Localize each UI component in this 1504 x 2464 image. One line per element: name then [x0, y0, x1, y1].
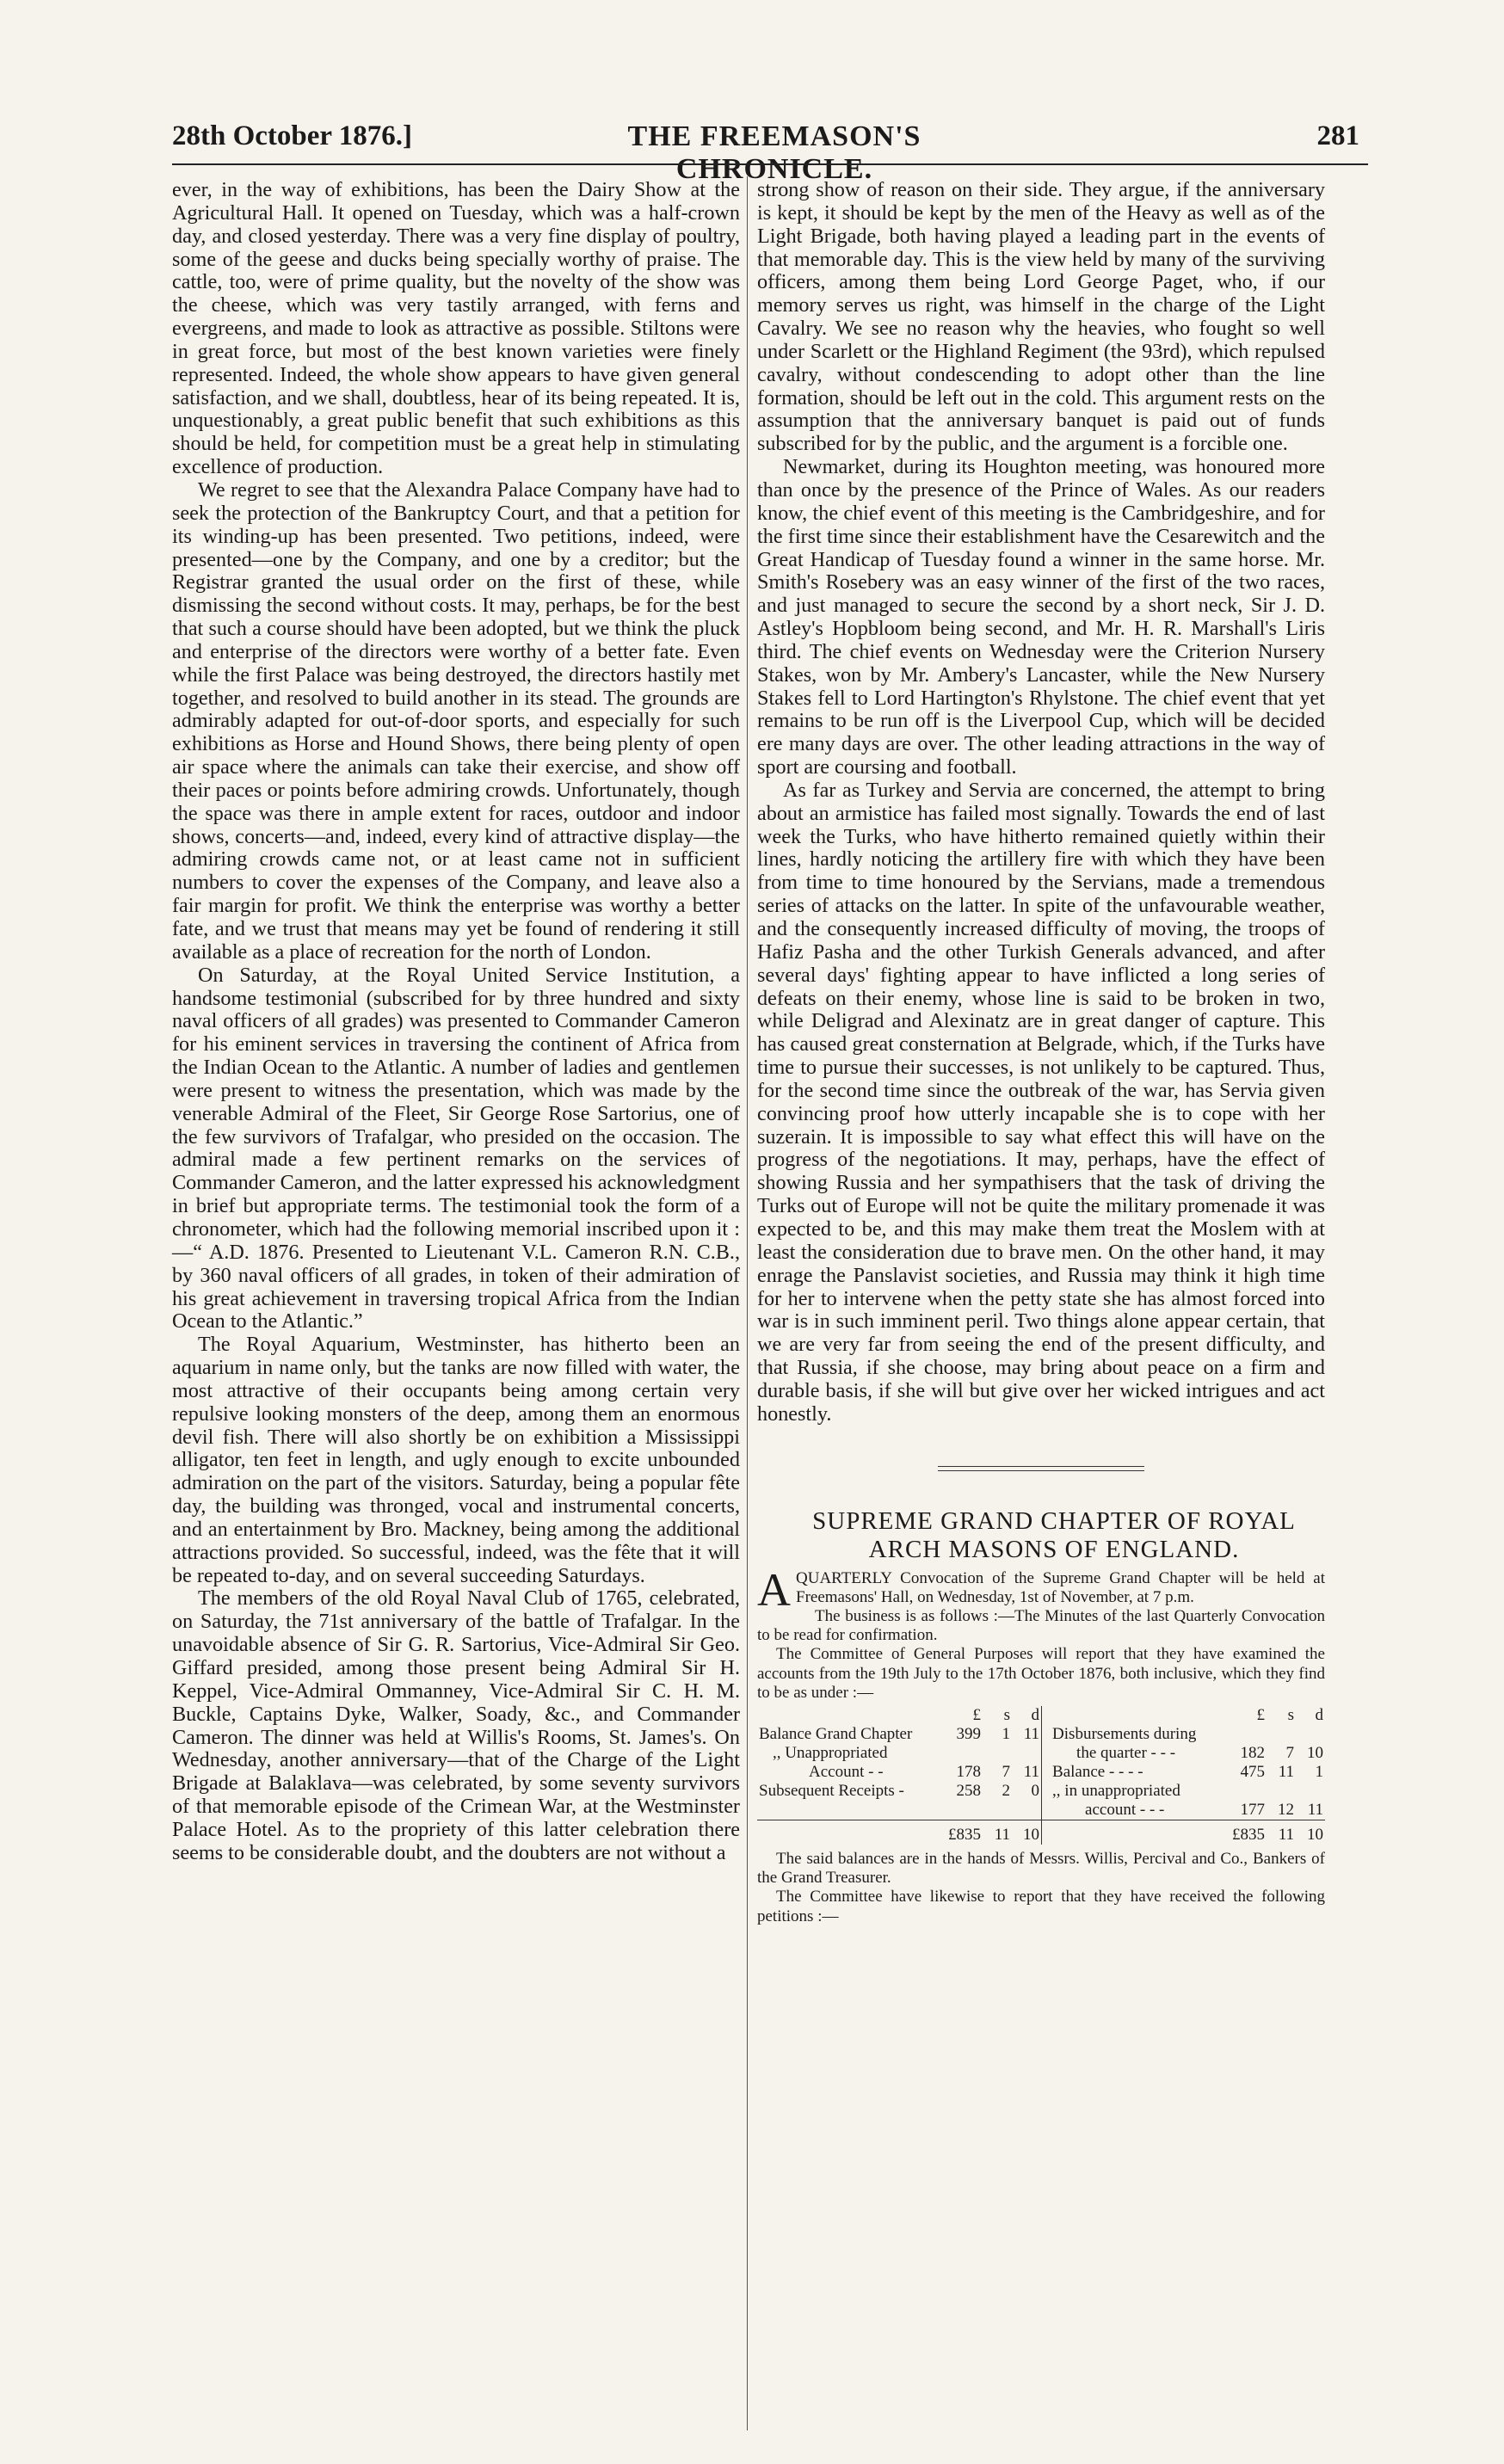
accounts-row — [757, 1744, 1325, 1763]
disbursement-shillings: 11 — [1278, 1762, 1294, 1781]
total-right-shillings: 11 — [1278, 1825, 1294, 1844]
disbursement-pence — [1296, 1725, 1325, 1744]
receipt-pounds — [946, 1801, 983, 1820]
article-paragraph-turkey-servia: As far as Turkey and Servia are concerned, the attempt to bring about an armistice has failed most signally. Towards the end of last week the Turks, who have hitherto remained quietly within their lines, hardly noticing the artillery fire with which they have been from time to time honoured by the Servians, made a tremendous series of attacks on the latter. In spite of the unfavourable weather, and the consequently increased difficulty of moving, the troops of Hafiz Pasha and the other Turkish Generals advanced, and after several days' fighting appear to have inflicted a long series of defeats on their enemy, whose line is said to be broken in two, while Deligrad and Alexinatz are in great danger of capture. This has caused great consternation at Belgrade, which, if the Turks have time to pursue their successes, is not unlikely to be captured. Thus, for the second time since the outbreak of the war, has Servia given convincing proof how utterly incapable she is to cope with her suzerain. It is impossible to say what effect this will have on the progress of the negotiations. It may, perhaps, have the effect of showing Russia and her sympathisers that the task of driving the Turks out of Europe will not be quite the military promenade it was expected to be, and this may make them treat the Moslem with at least the consideration due to brave men. On the other hand, it may enrage the Panslavist societies, and Russia may think it high time for her to intervene when the petty state she has almost forced into war is in such imminent peril. Two things alone appear certain, that we are very far from seeing the end of the present difficulty, and that Russia, if she choose, may bring about peace on a firm and durable basis, if she will but give over her wicked intrigues and act honestly. — [757, 778, 1325, 1426]
currency-pence: d — [1315, 1705, 1323, 1724]
currency-pounds: £ — [972, 1705, 982, 1724]
chapter-notice-body — [757, 1563, 1325, 1926]
disbursement-pence — [1296, 1782, 1325, 1801]
receipt-shillings: 1 — [1002, 1724, 1011, 1743]
column-divider — [747, 176, 748, 2430]
currency-shillings: s — [1287, 1705, 1294, 1724]
page-number: 281 — [1316, 120, 1359, 151]
masthead-title: THE FREEMASON'S CHRONICLE. — [627, 120, 922, 185]
disbursement-pounds: 177 — [1240, 1800, 1265, 1819]
disbursement-label: the quarter - - - — [1076, 1743, 1176, 1762]
balances-note: The said balances are in the hands of Messrs. Willis, Percival and Co., Bankers of the Grand Treasurer. — [757, 1849, 1325, 1888]
accounts-currency-row — [757, 1706, 1325, 1725]
disbursement-pence: 10 — [1307, 1743, 1323, 1762]
receipt-pounds: 178 — [956, 1762, 982, 1781]
receipt-pence — [1012, 1744, 1042, 1763]
receipt-label: Subsequent Receipts - — [759, 1781, 904, 1800]
receipt-pounds: 399 — [956, 1724, 982, 1743]
article-paragraph-naval-club: The members of the old Royal Naval Club of 1765, celebrated, on Saturday, the 71st anniversary of the battle of Trafalgar. In the unavoidable absence of Sir G. R. Sartorius, Vice-Admiral Sir Geo. Giffard presided, among those present being Admiral Sir H. Keppel, Vice-Admiral Ommanney, Vice-Admiral Sir C. H. M. Buckle, Captains Dyke, Walker, Soady, &c., and Commander Cameron. The dinner was held at Willis's Rooms, St. James's. On Wednesday, another anniversary—that of the Charge of the Light Brigade at Balaklava—was celebrated, by some seventy survivors of that memorable episode of the Crimean War, at the Westminster Palace Hotel. As to the propriety of this latter celebration there seems to be considerable doubt, and the doubters are not without a — [172, 1586, 740, 1864]
petitions-note: The Committee have likewise to report that they have received the following petitions :— — [757, 1888, 1325, 1925]
receipt-pence: 11 — [1012, 1763, 1042, 1782]
currency-pence: d — [1012, 1706, 1042, 1725]
receipt-shillings — [983, 1744, 1012, 1763]
receipt-shillings: 2 — [1002, 1781, 1011, 1800]
disbursement-pounds — [1230, 1725, 1267, 1744]
chapter-notice — [757, 1507, 1325, 1926]
disbursement-shillings — [1267, 1725, 1296, 1744]
disbursement-label: account - - - — [1085, 1800, 1165, 1819]
accounts-row — [757, 1782, 1325, 1801]
total-left-shillings: 11 — [994, 1825, 1011, 1844]
article-paragraph-alexandra-palace: We regret to see that the Alexandra Palace Company have had to seek the protection of the Bankruptcy Court, and that a petition for its winding-up has been presented. Two petitions, indeed, were presented—one by the Company, and one by a creditor; but the Registrar granted the usual order on the first of these, while dismissing the second without costs. It may, perhaps, be for the best that such a course should have been adopted, but we think the pluck and enterprise of the directors were worthy of a better fate. Even while the first Palace was being destroyed, the directors hastily met together, and resolved to build another in its stead. The grounds are admirably adapted for out-of-door sports, and especially for such exhibitions as Horse and Hound Shows, there being plenty of open air space where the animals can take their exercise, and show off their paces or points before admiring crowds. Unfortunately, though the space was there in ample extent for races, outdoor and indoor shows, concerts—and, indeed, every kind of attractive display—the admiring crowds came not, or at least came not in sufficient numbers to cover the expenses of the Company, and leave also a fair margin for profit. We think the enterprise was worthy a better fate, and we trust that means may yet be found of rendering it still available as a place of recreation for the north of London. — [172, 477, 740, 964]
receipt-shillings: 7 — [1002, 1762, 1011, 1781]
chapter-title-line2: ARCH MASONS OF ENGLAND. — [868, 1535, 1240, 1563]
accounts-row — [757, 1801, 1325, 1820]
header-rule — [172, 163, 1368, 165]
currency-pounds: £ — [1256, 1705, 1265, 1724]
disbursement-pence: 11 — [1307, 1800, 1323, 1819]
receipt-pence — [1012, 1801, 1042, 1820]
accounts-total-row — [757, 1820, 1325, 1845]
total-right-pounds: £835 — [1232, 1825, 1265, 1844]
disbursement-pounds: 475 — [1240, 1762, 1265, 1781]
convocation-intro: QUARTERLY Convocation of the Supreme Grand Chapter will be held at Freemasons' Hall, on Wednesday, 1st of November, at 7 p.m. — [796, 1568, 1325, 1606]
total-left-pounds: £835 — [948, 1825, 982, 1844]
disbursement-label: Balance - - - - — [1052, 1762, 1143, 1781]
receipt-pounds — [946, 1744, 983, 1763]
right-column — [757, 179, 1325, 1926]
receipt-pence: 11 — [1012, 1725, 1042, 1744]
committee-report: The Committee of General Purposes will report that they have examined the accounts from the 19th July to the 17th October 1876, both inclusive, which they find to be as under :— — [757, 1645, 1325, 1702]
disbursement-shillings: 12 — [1278, 1800, 1294, 1819]
issue-date: 28th October 1876.] — [172, 120, 412, 151]
disbursement-pounds — [1230, 1782, 1267, 1801]
disbursement-pounds: 182 — [1240, 1743, 1265, 1762]
article-paragraph-royal-aquarium: The Royal Aquarium, Westminster, has hitherto been an aquarium in name only, but the tanks are now filled with water, the most attractive of their occupants being among certain very repulsive looking monsters of the deep, among them an enormous devil fish. There will also shortly be on exhibition a Mississippi alligator, ten feet in length, and ugly enough to excite unbounded admiration on the part of the visitors. Saturday, being a popular fête day, the building was thronged, vocal and instrumental concerts, and an entertainment by Bro. Mackney, being among the additional attractions provided. So successful, indeed, was the fête that it will be repeated to-day, and on several succeeding Saturdays. — [172, 1333, 740, 1587]
receipt-label: ,, Unappropriated — [773, 1743, 888, 1762]
total-left-pence: 10 — [1012, 1820, 1042, 1845]
receipt-pounds: 258 — [956, 1781, 982, 1800]
accounts-row — [757, 1725, 1325, 1744]
disbursement-label: Disbursements during — [1052, 1724, 1197, 1743]
article-paragraph-newmarket: Newmarket, during its Houghton meeting, was honoured more than once by the presence of the Prince of Wales. As our readers know, the chief event of this meeting is the Cambridgeshire, and for the first time since their establishment have the Cesarewitch and the Great Handicap of Tuesday found a winner in the same horse. Mr. Smith's Rosebery was an easy winner of the first of the two races, and just managed to secure the second by a short neck, Sir J. D. Astley's Hopbloom being second, and Mr. H. R. Marshall's Liris third. The chief events on Wednesday were the Criterion Nursery Stakes, won by Mr. Ambery's Lancaster, while the New Nursery Stakes fell to Lord Hartington's Rhylstone. The chief event that yet remains to be run off is the Liverpool Cup, which will be decided ere many days are over. The other leading attractions in the way of sport are coursing and football. — [757, 455, 1325, 779]
article-paragraph-dairy-show: ever, in the way of exhibitions, has been the Dairy Show at the Agricultural Hall. It opened on Tuesday, which was a half-crown day, and closed yesterday. There was a very fine display of poultry, some of the geese and ducks being specially worthy of praise. The cattle, too, were of prime quality, but the novelty of the show was the cheese, which was very tastily arranged, with ferns and evergreens, and made to look as attractive as possible. Stiltons were in great force, but most of the best known varieties were finely represented. Indeed, the whole show appears to have given general satisfaction, and we shall, doubtless, hear of its being repeated. It is, unquestionably, a great public benefit that such exhibitions as this should be held, for competition must be a great help in stimulating excellence of production. — [172, 178, 740, 479]
accounts-row — [757, 1763, 1325, 1782]
article-paragraph-light-brigade: strong show of reason on their side. They argue, if the anniversary is kept, it should be kept by the men of the Heavy as well as of the Light Brigade, both having played a leading part in the events of that memorable day. This is the view held by many of the surviving officers, among them being Lord George Paget, who, if our memory serves us right, was himself in the charge of the Light Cavalry. We see no reason why the heavies, who fought so well under Scarlett or the Highland Regiment (the 93rd), which repulsed cavalry, without condescending to adopt other than the line formation, should be left out in the cold. This argument rests on the assumption that the anniversary banquet is paid out of funds subscribed for by the public, and the argument is a forcible one. — [757, 178, 1325, 456]
currency-shillings: s — [1003, 1705, 1011, 1724]
business-note: The business is as follows :—The Minutes of the last Quarterly Convocation to be read for confirmation. — [757, 1606, 1325, 1645]
receipt-shillings — [983, 1801, 1012, 1820]
receipt-label: Account - - — [809, 1762, 884, 1781]
receipt-label — [757, 1801, 946, 1820]
total-right-pence: 10 — [1307, 1825, 1323, 1844]
drop-cap: A — [757, 1563, 791, 1616]
disbursement-shillings: 7 — [1285, 1743, 1294, 1762]
article-paragraph-cameron-testimonial: On Saturday, at the Royal United Service Institution, a handsome testimonial (subscribed for by three hundred and sixty naval officers of all grades) was presented to Commander Cameron for his eminent services in traversing the continent of Africa from the Indian Ocean to the Atlantic. A number of ladies and gentlemen were present to witness the presentation, which was made by the venerable Admiral of the Fleet, Sir George Rose Sartorius, one of the few survivors of Trafalgar, who presided on the occasion. The admiral made a few pertinent remarks on the services of Commander Cameron, and the latter expressed his acknowledgment in brief but appropriate terms. The testimonial took the form of a chronometer, which had the following memorial inscribed upon it :—“ A.D. 1876. Presented to Lieutenant V.L. Cameron R.N. C.B., by 360 naval officers of all grades, in token of their admiration of his great achievement in traversing tropical Africa from the Indian Ocean to the Atlantic.” — [172, 963, 740, 1334]
receipt-pence: 0 — [1012, 1782, 1042, 1801]
receipt-label: Balance Grand Chapter — [759, 1724, 913, 1743]
disbursement-pence: 1 — [1315, 1762, 1323, 1781]
accounts-table — [757, 1706, 1325, 1845]
page-header — [172, 120, 1377, 185]
disbursement-label: ,, in unappropriated — [1052, 1781, 1180, 1800]
chapter-title-line1: SUPREME GRAND CHAPTER OF ROYAL — [812, 1506, 1296, 1535]
left-column — [172, 179, 740, 1865]
disbursement-shillings — [1267, 1782, 1296, 1801]
